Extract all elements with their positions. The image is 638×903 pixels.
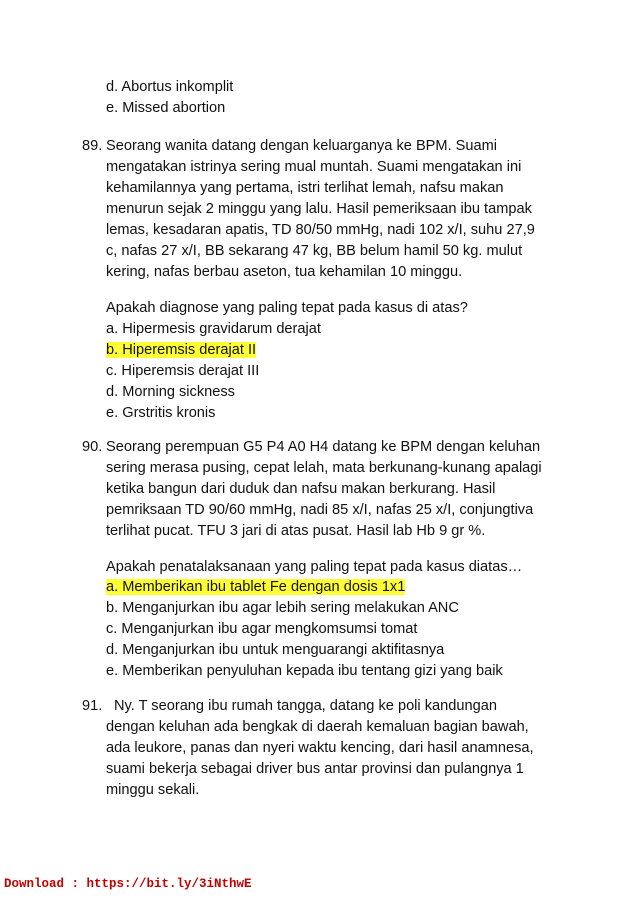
question-89-option-d: d. Morning sickness [106,384,235,400]
question-89-body-line: mengatakan istrinya sering mual muntah. Suami mengatakan ini [106,159,522,175]
answer-highlight: a. Memberikan ibu tablet Fe dengan dosis 1x1 [106,579,406,595]
question-91-body-line: suami bekerja sebagai driver bus antar provinsi dan pulangnya 1 [106,761,524,777]
question-91-number: 91. [82,698,103,714]
question-90-option-d: d. Menganjurkan ibu untuk menguarangi aktifitasnya [106,642,445,658]
question-90-number: 90. [82,439,103,455]
question-89-option-b-answer [106,340,256,360]
question-89-number: 89. [82,138,103,154]
question-90-option-c: c. Menganjurkan ibu agar mengkomsumsi tomat [106,621,418,637]
question-91-body-line: minggu sekali. [106,782,200,798]
question-90-body-line: terlihat pucat. TFU 3 jari di atas pusat. Hasil lab Hb 9 gr %. [106,523,486,539]
question-90-option-a-answer [106,577,405,597]
question-90-option-e: e. Memberikan penyuluhan kepada ibu tentang gizi yang baik [106,663,503,679]
question-89-body-line: lemas, kesadaran apatis, TD 80/50 mmHg, nadi 102 x/I, suhu 27,9 [106,222,535,238]
question-89-body-line: menurun sejak 2 minggu yang lalu. Hasil pemeriksaan ibu tampak [106,201,532,217]
top-option-e: e. Missed abortion [106,100,226,116]
question-89-body-line: kehamilannya yang pertama, istri terlihat lemah, nafsu makan [106,180,504,196]
question-90-option-b: b. Menganjurkan ibu agar lebih sering melakukan ANC [106,600,459,616]
question-89-body-line: Seorang wanita datang dengan keluarganya ke BPM. Suami [106,138,498,154]
question-90-body-line: ketika bangun dari duduk dan nafsu makan berkurang. Hasil [106,481,496,497]
answer-highlight: b. Hiperemsis derajat II [106,342,257,358]
question-90-body-line: pemriksaan TD 90/60 mmHg, nadi 85 x/I, nafas 25 x/I, conjungtiva [106,502,534,518]
top-option-d: d. Abortus inkomplit [106,79,234,95]
question-89-option-e: e. Grstritis kronis [106,405,216,421]
question-89-body-line: c, nafas 27 x/I, BB sekarang 47 kg, BB belum hamil 50 kg. mulut [106,243,523,259]
question-91-body-line: ada leukore, panas dan nyeri waktu kencing, dari hasil anamnesa, [106,740,534,756]
question-89-option-c: c. Hiperemsis derajat III [106,363,260,379]
question-90-body-line: Seorang perempuan G5 P4 A0 H4 datang ke BPM dengan keluhan [106,439,541,455]
question-90-prompt: Apakah penatalaksanaan yang paling tepat pada kasus diatas… [106,559,523,575]
question-89-body-line: kering, nafas berbau aseton, tua kehamilan 10 minggu. [106,264,463,280]
question-91-body-line: dengan keluhan ada bengkak di daerah kemaluan bagian bawah, [106,719,529,735]
question-91-body-line: Ny. T seorang ibu rumah tangga, datang ke poli kandungan [114,698,497,714]
question-90-body-line: sering merasa pusing, cepat lelah, mata berkunang-kunang apalagi [106,460,542,476]
question-89-prompt: Apakah diagnose yang paling tepat pada kasus di atas? [106,300,468,316]
download-link[interactable]: Download : https://bit.ly/3iNthwE [4,877,252,891]
question-89-option-a: a. Hipermesis gravidarum derajat [106,321,321,337]
